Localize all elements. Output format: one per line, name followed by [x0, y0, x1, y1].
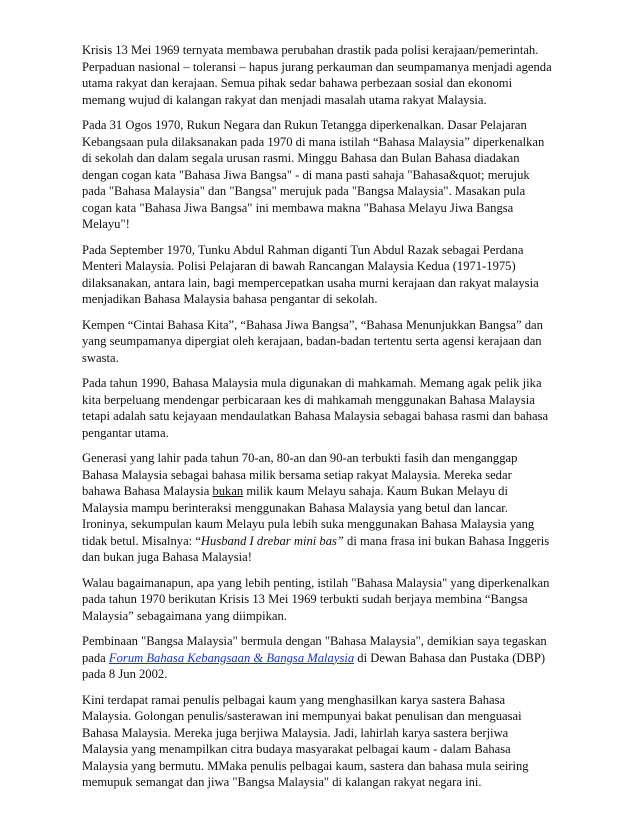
generasi-text-b: milik kaum Melayu sahaja. Kaum Bukan Melayu di Malaysia mampu berinteraksi menggunakan Bahasa Malaysia yang betul dan lancar. Ironinya, sekumpulan kaum Melayu pula lebih suka menggunakan Bahasa Malaysia yang tidak betul. Misalnya: “: [82, 484, 535, 548]
document-body: [82, 42, 552, 800]
pembinaan-text-b: di Dewan Bahasa dan Pustaka (DBP) pada 8 Jun 2002.: [82, 650, 546, 681]
paragraph-mahkamah-1990: Pada tahun 1990, Bahasa Malaysia mula digunakan di mahkamah. Memang agak pelik jika kita berpeluang mendengar perbicaraan kes di mahkamah menggunakan Bahasa Malaysia tetapi adalah satu kejayaan mendaulatkan Bahasa Malaysia sebagai bahasa rasmi dan bahasa pengantar utama.: [82, 376, 549, 440]
pembinaan-text-a: Pembinaan "Bangsa Malaysia" bermula dengan "Bahasa Malaysia", demikian saya tegaskan pada: [82, 634, 547, 665]
paragraph-pembinaan: [82, 633, 552, 683]
paragraph-walau-bagaimanapun: Walau bagaimanapun, apa yang lebih penting, istilah "Bahasa Malaysia" yang diperkenalkan pada tahun 1970 berikutan Krisis 13 Mei 1969 terbukti sudah berjaya membina “Bangsa Malaysia” sebagaimana yang diimpikan.: [82, 575, 550, 623]
underlined-word-bukan: bukan: [212, 484, 244, 498]
paragraph-kini: Kini terdapat ramai penulis pelbagai kaum yang menghasilkan karya sastera Bahasa Malaysia. Golongan penulis/sasterawan ini mempunyai bakat penulisan dan menguasai Bahasa Malaysia. Mereka juga berjiwa Malaysia. Jadi, lahirlah karya sastera berjiwa Malaysia yang menampilkan citra budaya masyarakat pelbagai kaum - dalam Bahasa Malaysia yang bermutu. MMaka penulis pelbagai kaum, sastera dan bahasa mula seiring memupuk semangat dan jiwa "Bangsa Malaysia" di kalangan rakyat negara ini.: [82, 692, 529, 789]
paragraph-kempen: Kempen “Cintai Bahasa Kita”, “Bahasa Jiwa Bangsa”, “Bahasa Menunjukkan Bangsa” dan yang seumpamanya dipergiat oleh kerajaan, badan-badan tertentu serta agensi kerajaan dan swasta.: [82, 317, 543, 365]
generasi-text-c: di mana frasa ini bukan Bahasa Inggeris dan bukan juga Bahasa Malaysia!: [82, 533, 550, 564]
paragraph-september-1970: Pada September 1970, Tunku Abdul Rahman diganti Tun Abdul Razak sebagai Perdana Menteri Malaysia. Polisi Pelajaran di bawah Rancangan Malaysia Kedua (1971-1975) dilaksanakan, antara lain, bagi mempercepatkan usaha murni kerajaan dan rakyat malaysia menjadikan Bahasa Malaysia bahasa pengantar di sekolah.: [82, 242, 539, 306]
generasi-text-a: Generasi yang lahir pada tahun 70-an, 80-an dan 90-an terbukti fasih dan menganggap Bahasa Malaysia sebagai bahasa milik bersama setiap rakyat Malaysia. Mereka sedar bahawa Bahasa Malaysia: [82, 451, 518, 498]
paragraph-generasi: [82, 450, 552, 566]
paragraph-krisis-1969: Krisis 13 Mei 1969 ternyata membawa perubahan drastik pada polisi kerajaan/pemerintah. Perpaduan nasional – toleransi – hapus jurang perkauman dan seumpamanya menjadi agenda utama rakyat dan kerajaan. Semua pihak sedar bahawa perbezaan sosial dan ekonomi memang wujud di kalangan rakyat dan menjadi masalah utama rakyat Malaysia.: [82, 43, 552, 107]
italic-quote: Husband I drebar mini bas”: [200, 533, 344, 548]
forum-link[interactable]: Forum Bahasa Kebangsaan & Bangsa Malaysia: [108, 650, 355, 665]
paragraph-rukun-negara: Pada 31 Ogos 1970, Rukun Negara dan Rukun Tetangga diperkenalkan. Dasar Pelajaran Kebangsaan pula dilaksanakan pada 1970 di mana istilah “Bahasa Malaysia” diperkenalkan di sekolah dan dalam segala urusan rasmi. Minggu Bahasa dan Bulan Bahasa diadakan dengan cogan kata "Bahasa Jiwa Bangsa" - di mana pasti sahaja "Bahasa&quot; merujuk pada "Bahasa Malaysia" dan "Bangsa" merujuk pada "Bangsa Malaysia". Masakan pula cogan kata "Bahasa Jiwa Bangsa" ini membawa makna "Bahasa Melayu Jiwa Bangsa Melayu"!: [82, 118, 545, 231]
